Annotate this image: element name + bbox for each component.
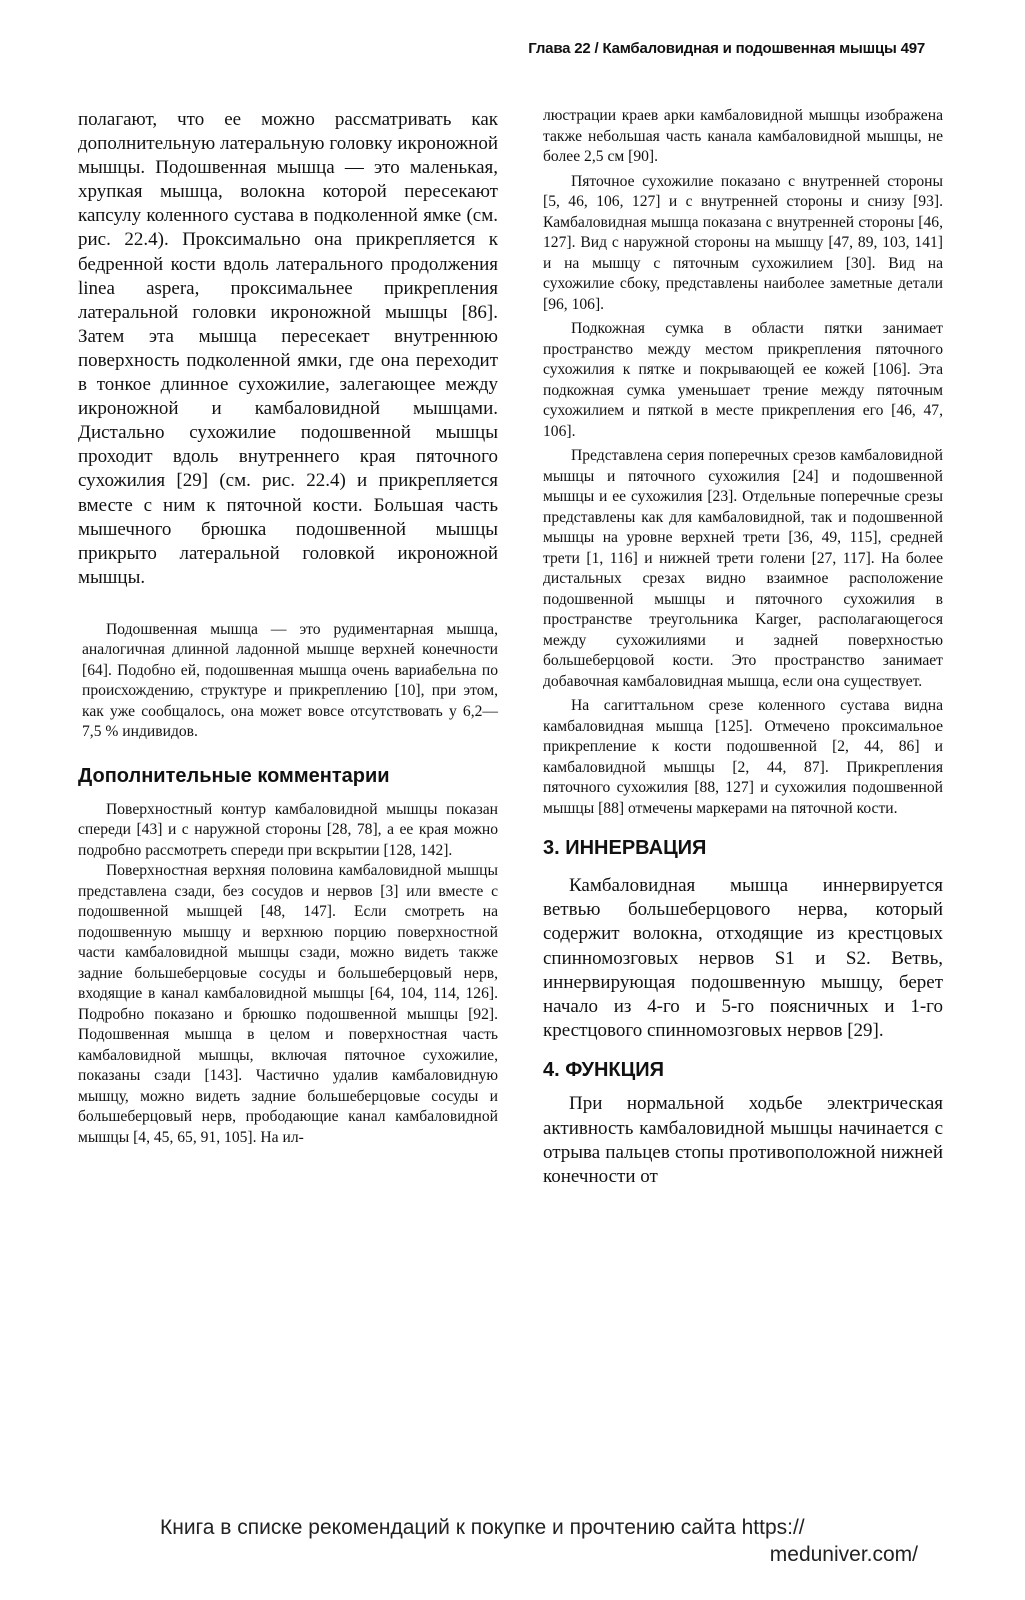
- footer-line: Книга в списке рекомендаций к покупке и прочтению сайта https://: [160, 1516, 805, 1539]
- comment-paragraph: Пяточное сухожилие показано с внутренней стороны [5, 46, 106, 127] и с внутренней стороны и снизу [93]. Камбаловидная мышца показана с внутренней стороны [46, 127]. Вид с наружной стороны на мышцу [47, 89, 103, 141] и на мышцу с пяточным сухожилием [30]. Вид на сухожилие сбоку, представлены наиболее заметные детали [96, 106].: [543, 172, 943, 313]
- comment-paragraph: Представлена серия поперечных срезов камбаловидной мышцы и пяточного сухожилия [24] и подошвенной мышцы и ее сухожилия [23]. Отдельные поперечные срезы представлены как для камбаловидной, так и подошвенной мышцы на уровне верхней трети [36, 49, 115], средней трети [1, 116] и нижней трети голени [27, 117]. На более дистальных срезах видно взаимное расположение подошвенной мышцы и пяточного сухожилия в пространстве треугольника Karger, располагающегося между сухожилиями и задней поверхностью большеберцовой кости. Это пространство занимает добавочная камбаловидная мышца, если она существует.: [543, 447, 943, 690]
- function-paragraph: При нормальной ходьбе электрическая активность камбаловидной мышцы начинается с отрыва пальцев стопы противоположной нижней конечности от: [543, 1093, 943, 1188]
- body-paragraph: полагают, что ее можно рассматривать как дополнительную латеральную головку икроножной мышцы. Подошвенная мышца — это маленькая, хрупкая мышца, волокна которой пересекают капсулу коленного сустава в подколенной ямке (см. рис. 22.4). Проксимально она прикрепляется к бедренной кости вдоль латерального продолжения linea aspera, проксимальнее прикрепления латеральной головки икроножной мышцы [86]. Затем эта мышца пересекает внутреннюю поверхность подколенной ямки, где она переходит в тонкое длинное сухожилие, залегающее между икроножной и камбаловидной мышцами. Дистально сухожилие подошвенной мышцы проходит вдоль внутреннего края пяточного сухожилия [29] (см. рис. 22.4) и прикрепляется вместе с ним к пяточной кости. Большая часть мышечного брюшка подошвенной мышцы прикрыто латеральной головкой икроножной мышцы.: [78, 109, 498, 588]
- left-column: [78, 108, 498, 1148]
- comment-paragraph: На сагиттальном срезе коленного сустава видна камбаловидная мышца [125]. Отмечено проксимальное прикрепление к кости подошвенной [2, 44, 86] и камбаловидной мышцы [2, 44, 87]. Прикрепления пяточного сухожилия [88, 127] и сухожилия подошвенной мышцы [88] отмечены маркерами на пяточной кости.: [543, 697, 943, 817]
- running-header: Глава 22 / Камбаловидная и подошвенная мышцы 497: [528, 40, 925, 57]
- section-heading: Дополнительные комментарии: [78, 764, 390, 787]
- comment-paragraph: Поверхностный контур камбаловидной мышцы показан спереди [43] и с наружной стороны [28, 78], а ее края можно подробно рассмотреть спереди при вскрытии [128, 142].: [78, 800, 498, 859]
- comment-paragraph: Подкожная сумка в области пятки занимает пространство между местом прикрепления пяточного сухожилия к пятке и покрывающей ее кожей [106]. Эта подкожная сумка уменьшает трение между пяточным сухожилием и пяткой в месте прикрепления его [46, 47, 106].: [543, 320, 943, 440]
- site-footer: [160, 1514, 920, 1568]
- section-heading-innervation: 3. ИННЕРВАЦИЯ: [543, 837, 707, 859]
- section-heading-function: 4. ФУНКЦИЯ: [543, 1059, 664, 1082]
- comment-paragraph: люстрации краев арки камбаловидной мышцы изображена также небольшая часть канала камбаловидной мышцы, не более 2,5 см [90].: [543, 107, 943, 165]
- footer-link[interactable]: meduniver.com/: [769, 1543, 918, 1566]
- note-paragraph: Подошвенная мышца — это рудиментарная мышца, аналогичная длинной ладонной мышце верхней конечности [64]. Подобно ей, подошвенная мышца очень вариабельна по происхождению, структуре и прикреплению [10], при этом, как уже сообщалось, она может вовсе отсутствовать у 6,2—7,5 % индивидов.: [82, 620, 498, 741]
- comment-paragraph: Поверхностная верхняя половина камбаловидной мышцы представлена сзади, без сосудов и нервов [3] или вместе с подошвенной мышцей [48, 147]. Если смотреть на подошвенную мышцу и верхнюю порцию поверхностной части камбаловидной мышцы сзади, можно видеть также задние большеберцовые сосуды и большеберцовый нерв, входящие в канал камбаловидной мышцы [64, 104, 114, 126]. Подробно показано и брюшко подошвенной мышцы [92]. Подошвенная мышца в целом и поверхностная часть камбаловидной мышцы, включая пяточное сухожилие, показаны сзади [143]. Частично удалив камбаловидную мышцу, можно видеть задние большеберцовые сосуды и большеберцовый нерв, прободающие канал камбаловидной мышцы [4, 45, 65, 91, 105]. На ил-: [78, 862, 498, 1146]
- innervation-paragraph: Камбаловидная мышца иннервируется ветвью большеберцового нерва, который содержит волокна, отходящие из крестцовых спинномозговых нервов S1 и S2. Ветвь, иннервирующая подошвенную мышцу, берет начало из 4-го и 5-го поясничных и 1-го крестцового спинномозговых нервов [29].: [543, 875, 943, 1042]
- right-column: [543, 106, 943, 1189]
